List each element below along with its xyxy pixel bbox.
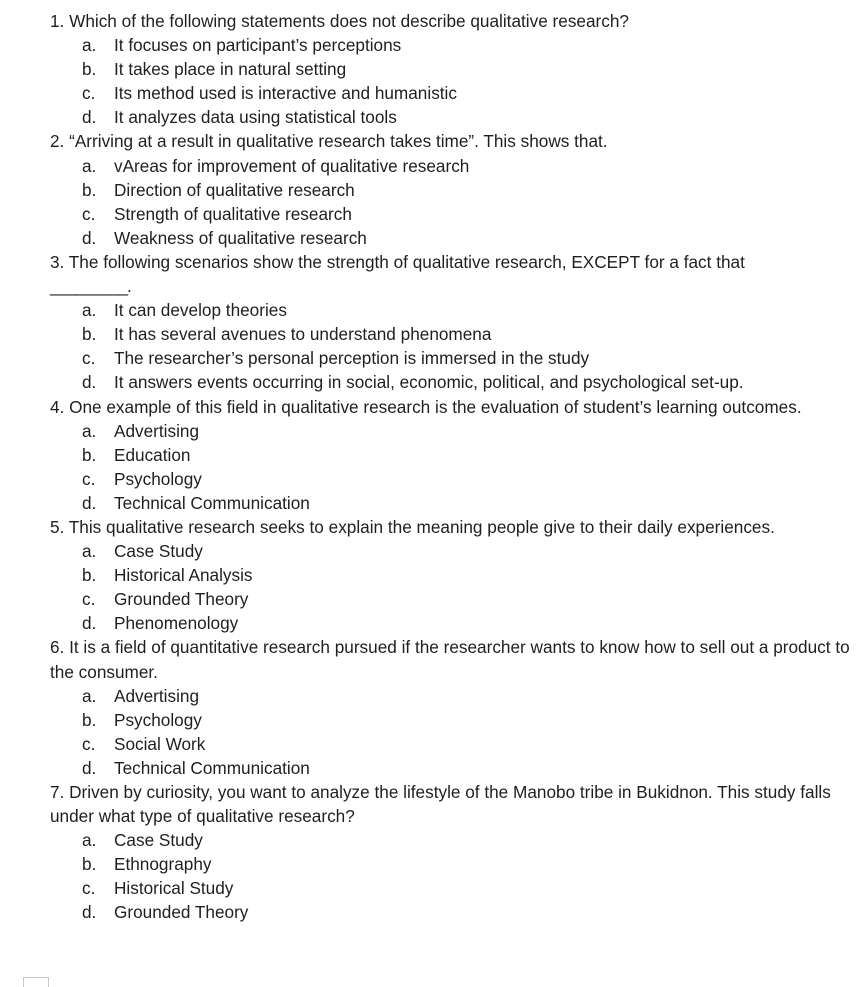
- option-text: Its method used is interactive and humanistic: [114, 83, 457, 104]
- option-letter: d.: [82, 492, 97, 513]
- option-letter: b.: [82, 854, 97, 875]
- question-text: 4. One example of this field in qualitative research is the evaluation of student’s learning outcomes.: [50, 396, 802, 417]
- option-letter: b.: [82, 179, 97, 200]
- option-text: It focuses on participant’s perceptions: [114, 35, 402, 56]
- option-text: Psychology: [114, 468, 202, 489]
- option-text: Grounded Theory: [114, 902, 249, 923]
- option-letter: c.: [82, 878, 96, 899]
- option-letter: a.: [82, 35, 97, 56]
- option-text: Ethnography: [114, 854, 212, 875]
- option-letter: b.: [82, 444, 97, 465]
- option-text: Historical Study: [114, 878, 234, 899]
- option-text: Historical Analysis: [114, 565, 253, 586]
- option-d: [50, 226, 867, 250]
- option-d: [50, 105, 867, 129]
- option-text: Case Study: [114, 541, 203, 562]
- option-d: [50, 900, 867, 924]
- question-5: [50, 515, 867, 635]
- option-list: [50, 539, 867, 635]
- option-b: [50, 443, 867, 467]
- option-b: [50, 322, 867, 346]
- option-letter: d.: [82, 902, 97, 923]
- option-b: [50, 708, 867, 732]
- question-7: [50, 780, 867, 925]
- page-corner-box: [23, 977, 49, 987]
- option-letter: a.: [82, 541, 97, 562]
- option-text: It answers events occurring in social, economic, political, and psychological set-up.: [114, 372, 744, 393]
- option-letter: a.: [82, 685, 97, 706]
- option-letter: d.: [82, 372, 97, 393]
- option-list: [50, 684, 867, 780]
- option-text: Direction of qualitative research: [114, 179, 355, 200]
- option-text: It has several avenues to understand phenomena: [114, 324, 492, 345]
- option-letter: d.: [82, 757, 97, 778]
- option-c: [50, 587, 867, 611]
- option-d: [50, 756, 867, 780]
- option-a: [50, 33, 867, 57]
- option-letter: d.: [82, 107, 97, 128]
- option-text: It takes place in natural setting: [114, 59, 347, 80]
- option-letter: b.: [82, 324, 97, 345]
- option-text: Technical Communication: [114, 492, 310, 513]
- option-b: [50, 852, 867, 876]
- option-a: [50, 419, 867, 443]
- option-text: It can develop theories: [114, 300, 287, 321]
- option-text: Education: [114, 444, 191, 465]
- option-a: [50, 684, 867, 708]
- question-text: 1. Which of the following statements does not describe qualitative research?: [50, 11, 629, 31]
- option-text: Phenomenology: [114, 613, 239, 634]
- option-a: [50, 154, 867, 178]
- option-a: [50, 539, 867, 563]
- option-letter: a.: [82, 420, 97, 441]
- option-text: The researcher’s personal perception is immersed in the study: [114, 348, 590, 369]
- question-text: 5. This qualitative research seeks to explain the meaning people give to their daily experiences.: [50, 516, 775, 537]
- option-text: Weakness of qualitative research: [114, 227, 367, 248]
- option-letter: a.: [82, 830, 97, 851]
- option-text: Advertising: [114, 685, 200, 706]
- question-text: 6. It is a field of quantitative research pursued if the researcher wants to know how to sell out a product to the consumer.: [50, 637, 850, 682]
- option-text: Technical Communication: [114, 757, 310, 778]
- option-list: [50, 33, 867, 129]
- option-letter: d.: [82, 227, 97, 248]
- option-letter: d.: [82, 613, 97, 634]
- option-c: [50, 876, 867, 900]
- option-text: Grounded Theory: [114, 589, 249, 610]
- option-list: [50, 828, 867, 924]
- option-c: [50, 467, 867, 491]
- option-c: [50, 81, 867, 105]
- option-list: [50, 154, 867, 250]
- question-text: 7. Driven by curiosity, you want to analyze the lifestyle of the Manobo tribe in Bukidnon. This study falls under what type of qualitative research?: [50, 782, 831, 827]
- option-letter: c.: [82, 203, 96, 224]
- option-b: [50, 563, 867, 587]
- option-text: Case Study: [114, 830, 203, 851]
- question-text: 2. “Arriving at a result in qualitative research takes time”. This shows that.: [50, 131, 608, 152]
- option-list: [50, 419, 867, 515]
- option-letter: c.: [82, 468, 96, 489]
- option-letter: c.: [82, 348, 96, 369]
- option-a: [50, 828, 867, 852]
- quiz-document: [50, 9, 867, 925]
- option-c: [50, 202, 867, 226]
- option-c: [50, 346, 867, 370]
- option-d: [50, 370, 867, 394]
- option-text: vAreas for improvement of qualitative research: [114, 155, 470, 176]
- option-b: [50, 57, 867, 81]
- question-text: 3. The following scenarios show the strength of qualitative research, EXCEPT for a fact that: [50, 251, 745, 272]
- option-text: Advertising: [114, 420, 200, 441]
- question-3: [50, 250, 867, 395]
- option-text: Psychology: [114, 709, 202, 730]
- option-letter: b.: [82, 565, 97, 586]
- option-text: It analyzes data using statistical tools: [114, 107, 397, 128]
- answer-blank: _________.: [50, 276, 131, 297]
- option-letter: c.: [82, 733, 96, 754]
- question-2: [50, 129, 867, 249]
- question-1: [50, 9, 867, 129]
- option-letter: a.: [82, 300, 97, 321]
- option-b: [50, 178, 867, 202]
- option-list: [50, 298, 867, 394]
- question-6: [50, 635, 867, 780]
- option-a: [50, 298, 867, 322]
- option-letter: c.: [82, 83, 96, 104]
- question-4: [50, 395, 867, 515]
- option-text: Strength of qualitative research: [114, 203, 352, 224]
- option-letter: b.: [82, 59, 97, 80]
- option-d: [50, 491, 867, 515]
- option-d: [50, 611, 867, 635]
- option-text: Social Work: [114, 733, 206, 754]
- option-letter: b.: [82, 709, 97, 730]
- option-c: [50, 732, 867, 756]
- option-letter: c.: [82, 589, 96, 610]
- option-letter: a.: [82, 155, 97, 176]
